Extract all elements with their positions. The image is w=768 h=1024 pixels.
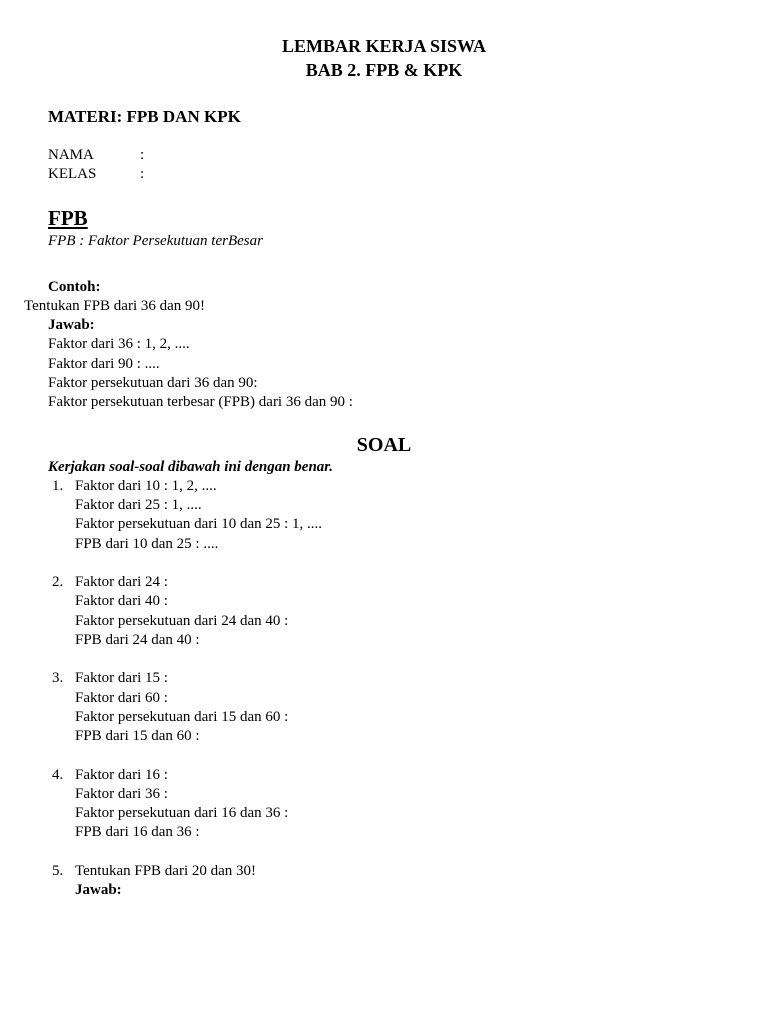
contoh-line: Faktor persekutuan terbesar (FPB) dari 36 dan 90 : [48, 394, 353, 410]
question-number: 5. [52, 863, 64, 879]
question-line: FPB dari 15 dan 60 : [75, 728, 200, 744]
nama-colon: : [140, 147, 145, 163]
question-line: Tentukan FPB dari 20 dan 30! [75, 863, 257, 879]
question-line: FPB dari 10 dan 25 : .... [75, 536, 219, 552]
nama-label: NAMA [48, 147, 94, 163]
kelas-colon: : [140, 166, 145, 182]
question-jawab-label: Jawab: [75, 882, 122, 898]
soal-heading: SOAL [356, 434, 412, 456]
question-line: Faktor dari 24 : [75, 574, 168, 590]
kelas-label: KELAS [48, 166, 97, 182]
materi-heading: MATERI: FPB DAN KPK [48, 107, 241, 126]
question-line: Faktor dari 10 : 1, 2, .... [75, 478, 217, 494]
contoh-line: Faktor persekutuan dari 36 dan 90: [48, 375, 258, 391]
question-line: Faktor dari 36 : [75, 786, 168, 802]
soal-instruction: Kerjakan soal-soal dibawah ini dengan benar. [48, 459, 334, 475]
fpb-definition: FPB : Faktor Persekutuan terBesar [48, 233, 263, 249]
worksheet-title: LEMBAR KERJA SISWA [281, 36, 487, 56]
contoh-line: Faktor dari 36 : 1, 2, .... [48, 336, 190, 352]
question-line: Faktor persekutuan dari 16 dan 36 : [75, 805, 289, 821]
contoh-question: Tentukan FPB dari 36 dan 90! [24, 298, 206, 314]
question-line: Faktor dari 15 : [75, 670, 168, 686]
question-line: FPB dari 16 dan 36 : [75, 824, 200, 840]
question-number: 2. [52, 574, 64, 590]
fpb-heading: FPB [48, 206, 88, 230]
question-line: Faktor dari 16 : [75, 767, 168, 783]
question-line: FPB dari 24 dan 40 : [75, 632, 200, 648]
contoh-jawab-label: Jawab: [48, 317, 95, 333]
contoh-label: Contoh: [48, 279, 101, 295]
question-number: 1. [52, 478, 64, 494]
question-number: 3. [52, 670, 64, 686]
question-line: Faktor persekutuan dari 15 dan 60 : [75, 709, 289, 725]
question-line: Faktor persekutuan dari 24 dan 40 : [75, 613, 289, 629]
question-line: Faktor dari 40 : [75, 593, 168, 609]
chapter-title: BAB 2. FPB & KPK [305, 60, 463, 80]
question-line: Faktor dari 25 : 1, .... [75, 497, 202, 513]
question-line: Faktor persekutuan dari 10 dan 25 : 1, .... [75, 516, 323, 532]
question-line: Faktor dari 60 : [75, 690, 168, 706]
question-number: 4. [52, 767, 64, 783]
contoh-line: Faktor dari 90 : .... [48, 356, 160, 372]
